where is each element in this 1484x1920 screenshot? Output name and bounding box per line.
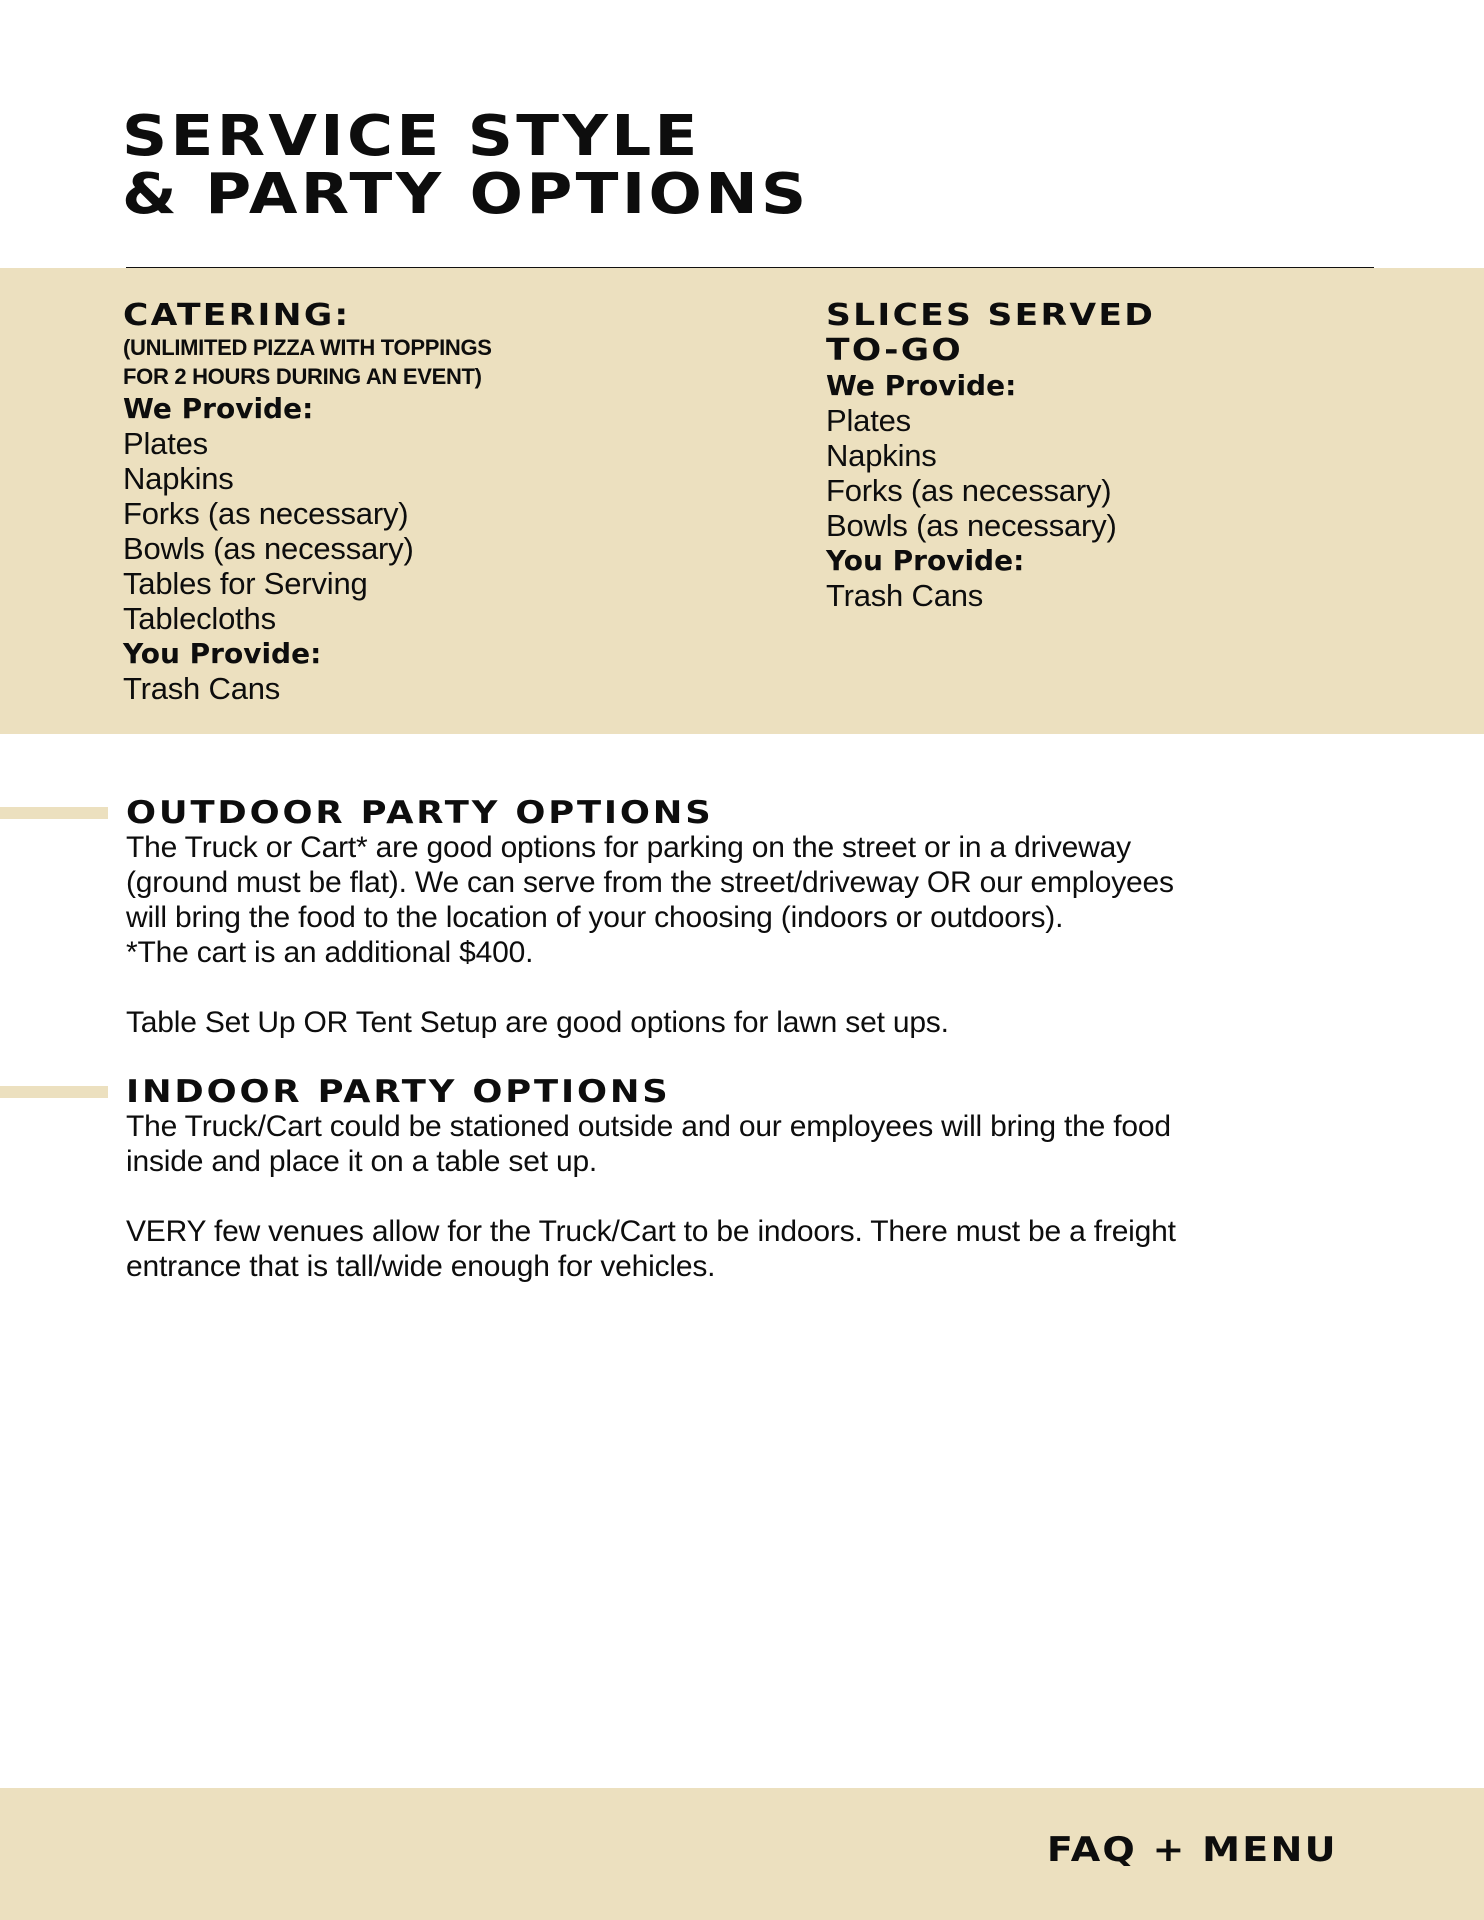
list-item: Plates: [826, 403, 911, 438]
outdoor-line-3: will bring the food to the location of your choosing (indoors or outdoors).: [126, 901, 1064, 934]
indoor-line-4: entrance that is tall/wide enough for vehicles.: [126, 1250, 716, 1283]
outdoor-accent-bar: [0, 807, 108, 819]
outdoor-body: [126, 830, 1376, 1040]
list-item: Trash Cans: [123, 671, 281, 706]
outdoor-line-1: The Truck or Cart* are good options for parking on the street or in a driveway: [126, 831, 1131, 864]
togo-we-provide-list: [826, 403, 1386, 543]
indoor-paragraph-1: [126, 1109, 1376, 1179]
list-item: Bowls (as necessary): [826, 508, 1117, 543]
list-item: Tables for Serving: [123, 566, 368, 601]
catering-you-provide-list: [123, 671, 723, 706]
list-item: Tablecloths: [123, 601, 276, 636]
outdoor-line-2: (ground must be flat). We can serve from the street/driveway OR our employees: [126, 866, 1174, 899]
togo-heading-line-1: SLICES SERVED: [826, 298, 1156, 333]
togo-we-provide-label: We Provide:: [826, 369, 1017, 402]
list-item: Plates: [123, 426, 208, 461]
indoor-line-3: VERY few venues allow for the Truck/Cart to be indoors. There must be a freight: [126, 1215, 1176, 1248]
catering-heading: CATERING:: [123, 298, 351, 333]
page-title: [122, 104, 810, 227]
indoor-line-1: The Truck/Cart could be stationed outside and our employees will bring the food: [126, 1110, 1171, 1143]
outdoor-paragraph-1: [126, 830, 1376, 970]
list-item: Bowls (as necessary): [123, 531, 414, 566]
catering-column: [123, 298, 723, 706]
service-style-band: [0, 268, 1484, 734]
catering-you-provide-label: You Provide:: [123, 637, 322, 670]
catering-note-line-1: (UNLIMITED PIZZA WITH TOPPINGS: [123, 335, 492, 360]
indoor-body: [126, 1109, 1376, 1284]
togo-heading-line-2: TO-GO: [826, 333, 963, 368]
outdoor-line-4: *The cart is an additional $400.: [126, 936, 534, 969]
catering-note-line-2: FOR 2 HOURS DURING AN EVENT): [123, 364, 482, 389]
list-item: Napkins: [826, 438, 937, 473]
indoor-heading: INDOOR PARTY OPTIONS: [126, 1074, 671, 1110]
faq-menu-link[interactable]: FAQ + MENU: [1046, 1830, 1338, 1870]
page-title-line-1: SERVICE STYLE: [122, 104, 701, 169]
footer-band: [0, 1788, 1484, 1920]
togo-you-provide-label: You Provide:: [826, 544, 1025, 577]
catering-we-provide-list: [123, 426, 723, 636]
indoor-line-2: inside and place it on a table set up.: [126, 1145, 598, 1178]
page-title-line-2: & PARTY OPTIONS: [122, 162, 810, 227]
togo-column: [826, 298, 1386, 613]
list-item: Napkins: [123, 461, 234, 496]
list-item: Forks (as necessary): [826, 473, 1112, 508]
outdoor-heading: OUTDOOR PARTY OPTIONS: [126, 795, 714, 831]
catering-we-provide-label: We Provide:: [123, 392, 314, 425]
outdoor-paragraph-2: Table Set Up OR Tent Setup are good options for lawn set ups.: [126, 1006, 949, 1039]
indoor-paragraph-2: [126, 1214, 1376, 1284]
togo-you-provide-list: [826, 578, 1386, 613]
list-item: Trash Cans: [826, 578, 984, 613]
outdoor-party-section: [0, 796, 1484, 1040]
list-item: Forks (as necessary): [123, 496, 409, 531]
togo-heading: [826, 298, 1470, 368]
indoor-accent-bar: [0, 1086, 108, 1098]
indoor-party-section: [0, 1075, 1484, 1284]
